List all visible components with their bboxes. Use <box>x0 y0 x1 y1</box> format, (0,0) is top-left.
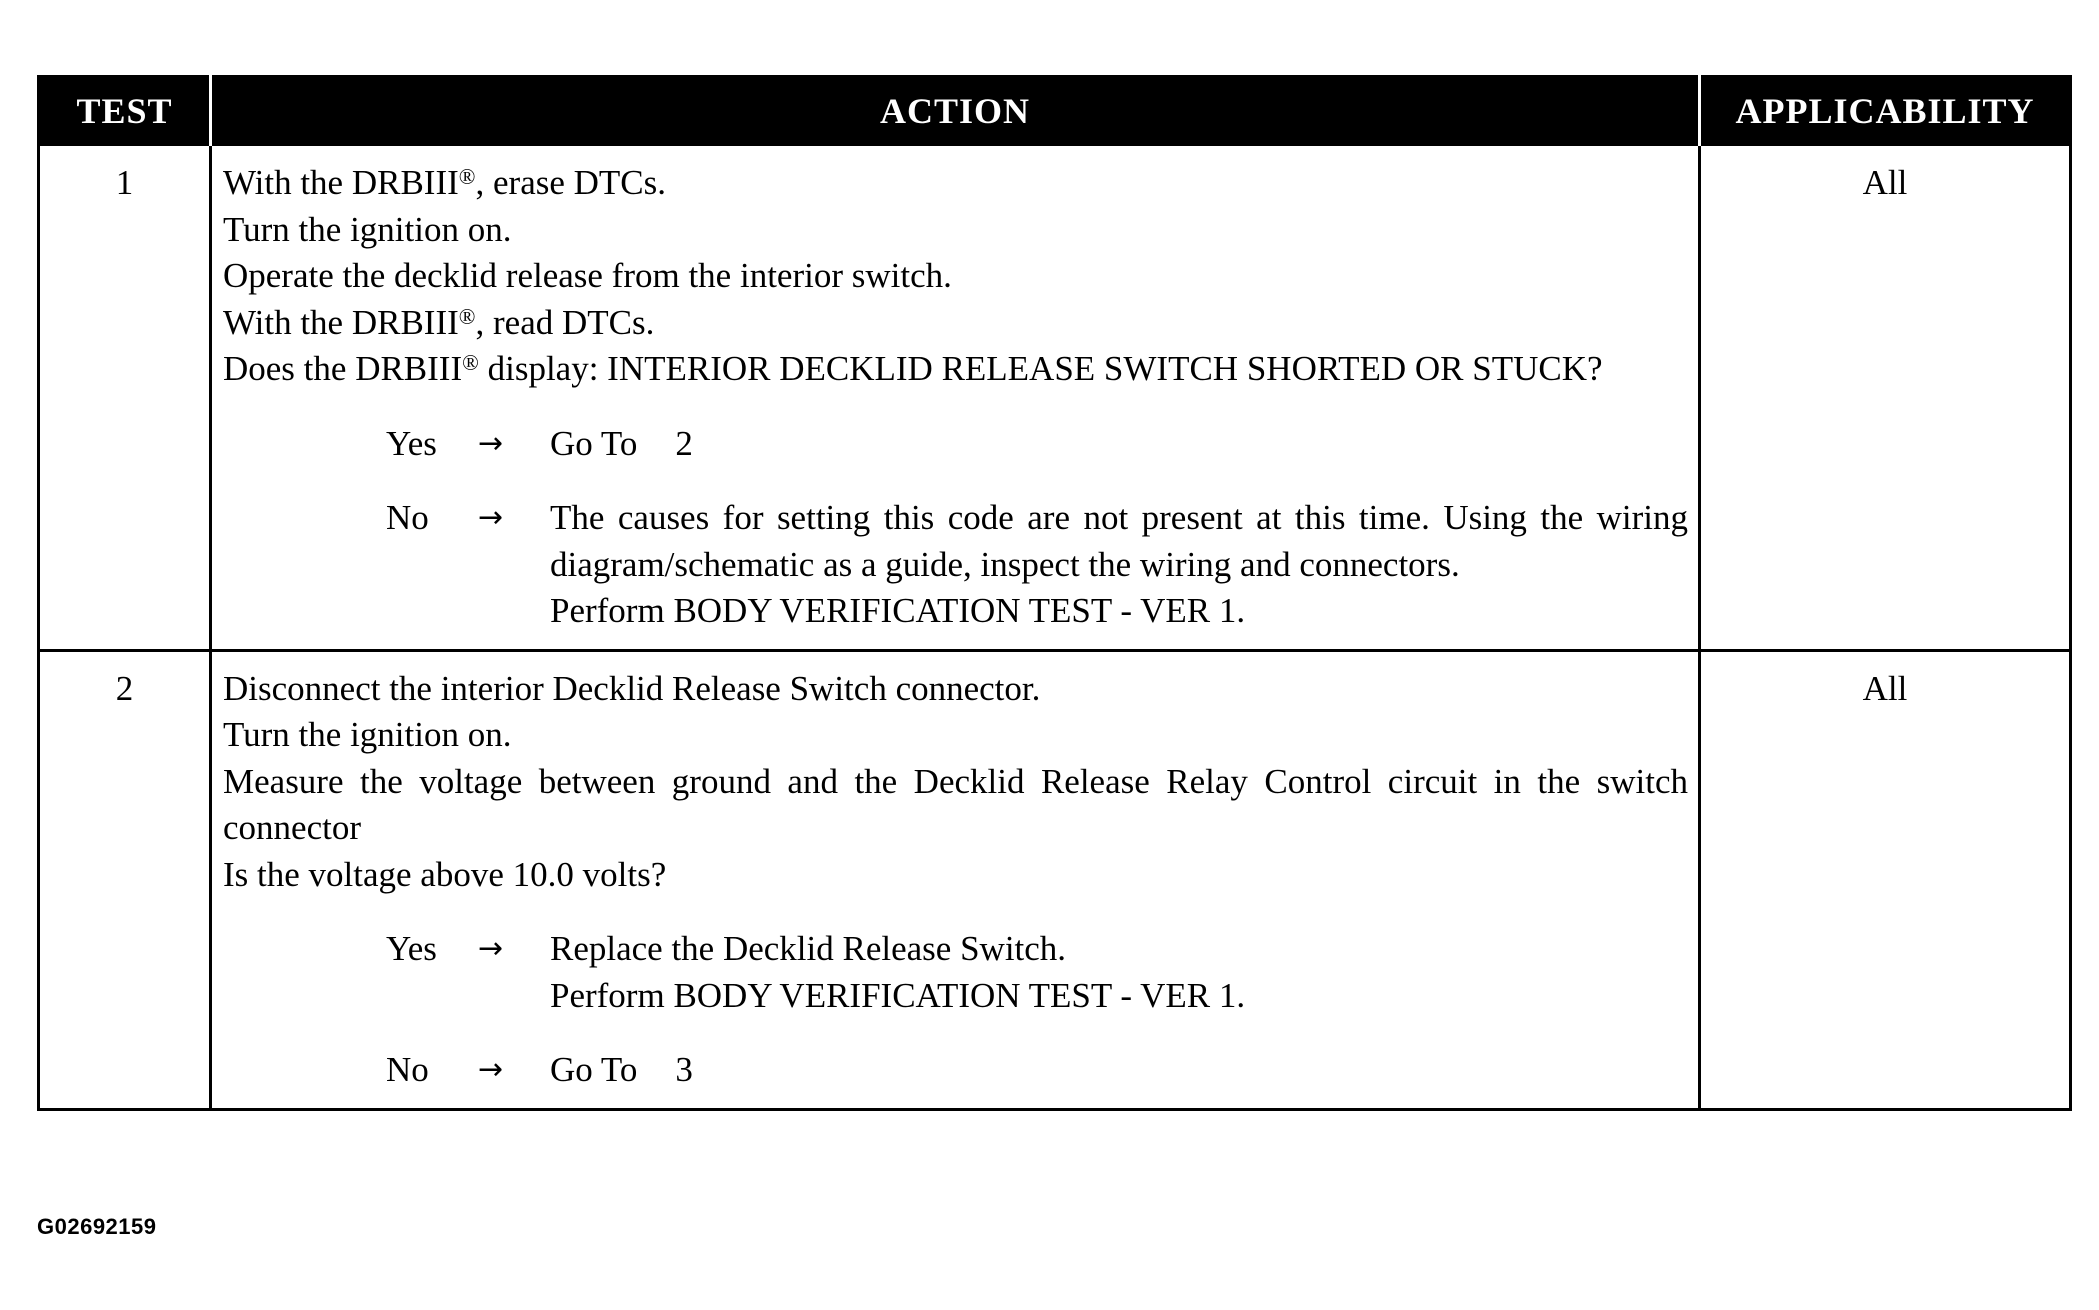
goto-number: 3 <box>675 1050 693 1089</box>
action-cell <box>211 650 1700 1109</box>
result-body <box>550 421 1688 468</box>
header-action: ACTION <box>211 77 1700 145</box>
goto-text: Go To <box>550 1050 638 1089</box>
table-row <box>39 650 2071 1109</box>
test-number: 1 <box>39 145 211 651</box>
result-no <box>223 495 1688 635</box>
result-line: Replace the Decklid Release Switch. <box>550 929 1067 968</box>
right-arrow-icon: → <box>478 1052 504 1087</box>
goto-number: 2 <box>675 423 693 463</box>
action-step: Measure the voltage between ground and the Decklid Release Relay Control circuit in the switch connector <box>223 761 1688 847</box>
result-label: No <box>386 498 429 537</box>
result-body <box>550 1047 1688 1094</box>
applicability-value: All <box>1700 145 2071 651</box>
result-body <box>550 926 1688 1019</box>
table-header <box>39 77 2071 145</box>
action-step: Is the voltage above 10.0 volts? <box>223 854 667 894</box>
result-yes <box>223 926 1688 1019</box>
right-arrow-icon: → <box>478 931 504 966</box>
test-number: 2 <box>39 650 211 1109</box>
action-step: With the DRBIII®, erase DTCs. <box>223 163 667 202</box>
header-test: TEST <box>39 77 211 145</box>
result-label: No <box>386 1050 429 1089</box>
table-body <box>39 145 2071 1110</box>
result-line: Perform BODY VERIFICATION TEST - VER 1. <box>550 975 1246 1015</box>
result-no <box>223 1047 1688 1094</box>
figure-id: G02692159 <box>37 1214 157 1239</box>
result-line: The causes for setting this code are not present at this time. Using the wiring diagram/schematic as a guide, inspect the wiring and connectors. <box>550 498 1688 584</box>
header-applicability: APPLICABILITY <box>1700 77 2071 145</box>
right-arrow-icon: → <box>478 425 504 461</box>
header-row <box>39 77 2071 145</box>
action-step: Disconnect the interior Decklid Release Switch connector. <box>223 668 1041 708</box>
action-step: With the DRBIII®, read DTCs. <box>223 302 655 342</box>
action-step: Turn the ignition on. <box>223 209 512 249</box>
action-cell <box>211 145 1700 651</box>
action-step: Does the DRBIII® display: INTERIOR DECKLID RELEASE SWITCH SHORTED OR STUCK? <box>223 349 1603 388</box>
result-label: Yes <box>386 423 437 463</box>
result-line: Perform BODY VERIFICATION TEST - VER 1. <box>550 591 1246 630</box>
right-arrow-icon: → <box>478 500 504 535</box>
goto-text: Go To <box>550 423 638 463</box>
action-step: Operate the decklid release from the interior switch. <box>223 256 952 295</box>
result-label: Yes <box>386 929 437 968</box>
result-yes <box>223 421 1688 468</box>
diagnostic-test-table <box>37 75 2072 1111</box>
applicability-value: All <box>1700 650 2071 1109</box>
result-body <box>550 495 1688 635</box>
table-row <box>39 145 2071 651</box>
action-step: Turn the ignition on. <box>223 715 512 754</box>
